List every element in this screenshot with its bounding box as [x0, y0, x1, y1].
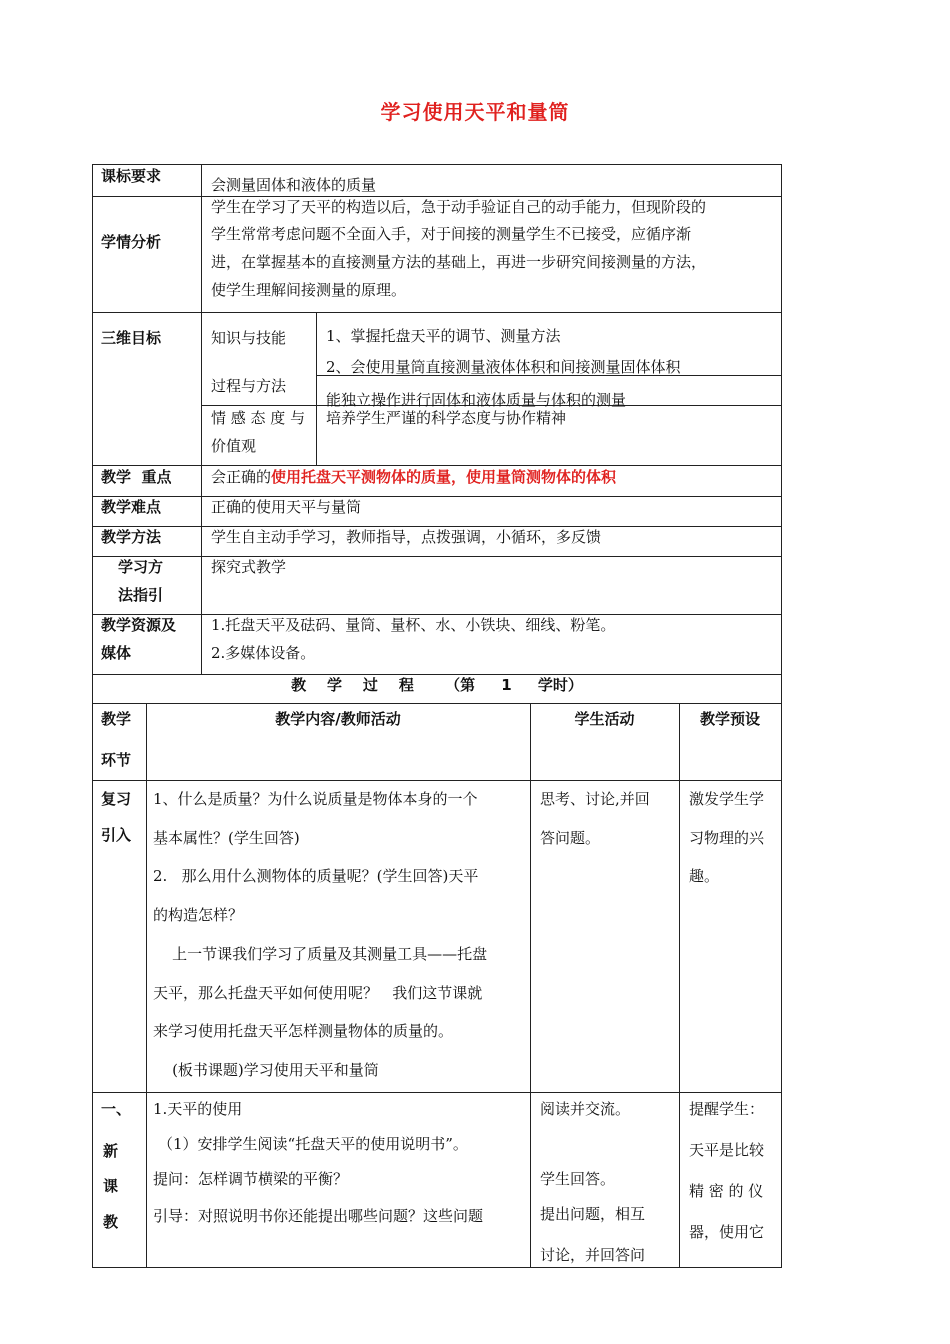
review-line-2: 基本属性？(学生回答) [153, 829, 300, 847]
goal-process-value: 能独立操作进行固体和液体质量与体积的测量 [326, 391, 627, 409]
new-stage-4: 教 [103, 1213, 119, 1231]
resources-2: 2.多媒体设备。 [211, 644, 316, 662]
course-req-value: 会测量固体和液体的质量 [211, 176, 377, 194]
student-analysis-line-3: 进，在掌握基本的直接测量方法的基础上，再进一步研究间接测量的方法， [211, 253, 707, 271]
goal-knowledge-label: 知识与技能 [211, 329, 287, 347]
process-banner: 教 学 过 程 （第 1 学时） [291, 676, 583, 694]
method-label: 教学方法 [101, 528, 162, 546]
new-preset-2: 天平是比较 [689, 1141, 765, 1159]
new-student-4: 讨论，并回答问 [540, 1246, 646, 1264]
new-line-1: 1.天平的使用 [153, 1100, 243, 1118]
goal-emotion-value: 培养学生严谨的科学态度与协作精神 [326, 409, 567, 427]
goal-process-label: 过程与方法 [211, 377, 287, 395]
new-line-2: （1）安排学生阅读“托盘天平的使用说明书”。 [158, 1135, 468, 1153]
course-req-label: 课标要求 [101, 167, 162, 185]
student-analysis-line-4: 使学生理解间接测量的原理。 [211, 281, 407, 299]
review-student-1: 思考、讨论,并回 [540, 790, 650, 808]
goal-knowledge-2: 2、会使用量筒直接测量液体体积和间接测量固体体积 [326, 358, 681, 376]
key-prefix: 会正确的 [211, 468, 272, 486]
key-label: 教学 重点 [101, 468, 172, 486]
review-preset-3: 趣。 [689, 867, 720, 885]
student-analysis-line-1: 学生在学习了天平的构造以后，急于动手验证自己的动手能力，但现阶段的 [211, 198, 707, 216]
review-line-6: 天平，那么托盘天平如何使用呢？ 我们这节课就 [153, 984, 483, 1002]
new-stage-3: 课 [103, 1177, 119, 1195]
new-stage-2: 新 [103, 1142, 119, 1160]
resources-label-2: 媒体 [101, 644, 132, 662]
key-highlight: 使用托盘天平测物体的质量，使用量筒测物体的体积 [271, 468, 617, 486]
review-line-4: 的构造怎样？ [153, 906, 244, 924]
resources-label-1: 教学资源及 [101, 616, 177, 634]
goal-knowledge-1: 1、掌握托盘天平的调节、测量方法 [326, 327, 561, 345]
resources-1: 1.托盘天平及砝码、量筒、量杯、水、小铁块、细线、粉笔。 [211, 616, 616, 634]
review-line-3: 2. 那么用什么测物体的质量呢？(学生回答)天平 [153, 867, 479, 885]
goals-label: 三维目标 [101, 329, 162, 347]
col-preset: 教学预设 [699, 710, 760, 728]
goal-emotion-label-2: 价值观 [211, 437, 257, 455]
review-line-1: 1、什么是质量？为什么说质量是物体本身的一个 [153, 790, 478, 808]
col-stage-2: 环节 [101, 751, 132, 769]
review-student-2: 答问题。 [540, 829, 601, 847]
col-content: 教学内容/教师活动 [275, 710, 401, 728]
key-point [211, 467, 616, 487]
review-line-8: (板书课题)学习使用天平和量筒 [153, 1061, 379, 1079]
study-value: 探究式教学 [211, 558, 287, 576]
difficulty-value: 正确的使用天平与量筒 [211, 498, 362, 516]
new-preset-1: 提醒学生： [689, 1100, 765, 1118]
student-analysis-label: 学情分析 [101, 233, 162, 251]
review-line-5: 上一节课我们学习了质量及其测量工具——托盘 [153, 945, 488, 963]
review-preset-2: 习物理的兴 [689, 829, 765, 847]
new-preset-4: 器，使用它 [689, 1223, 765, 1241]
study-label-1: 学习方 [118, 558, 164, 576]
student-analysis-line-2: 学生常常考虑问题不全面入手，对于间接的测量学生不已接受，应循序渐 [211, 225, 692, 243]
new-line-3: 提问：怎样调节横梁的平衡？ [153, 1170, 349, 1188]
review-line-7: 来学习使用托盘天平怎样测量物体的质量的。 [153, 1022, 454, 1040]
new-student-3: 提出问题，相互 [540, 1205, 646, 1223]
review-stage-2: 引入 [101, 826, 132, 844]
new-line-4: 引导：对照说明书你还能提出哪些问题？这些问题 [153, 1207, 484, 1225]
review-preset-1: 激发学生学 [689, 790, 765, 808]
new-student-2: 学生回答。 [540, 1170, 616, 1188]
new-student-1: 阅读并交流。 [540, 1100, 631, 1118]
study-label-2: 法指引 [118, 586, 164, 604]
col-student: 学生活动 [574, 710, 635, 728]
new-stage-1: 一、 [101, 1100, 132, 1118]
new-preset-3: 精 密 的 仪 [689, 1182, 764, 1200]
method-value: 学生自主动手学习，教师指导，点拨强调，小循环，多反馈 [211, 528, 602, 546]
difficulty-label: 教学难点 [101, 498, 162, 516]
goal-emotion-label-1: 情 感 态 度 与 [211, 409, 306, 427]
col-stage-1: 教学 [101, 710, 132, 728]
page-title: 学习使用天平和量筒 [380, 100, 570, 124]
review-stage-1: 复习 [101, 790, 132, 808]
